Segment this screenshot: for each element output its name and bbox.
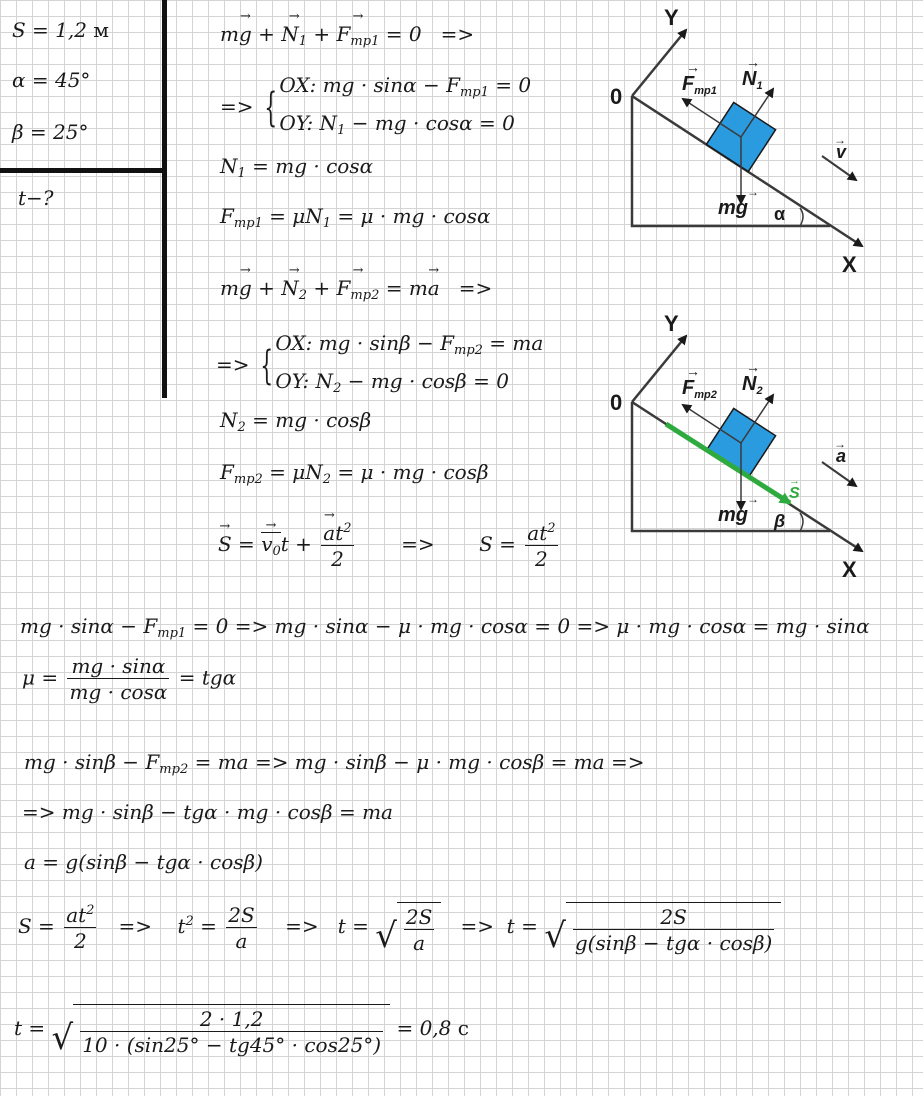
diagram2-g-label: mg <box>718 504 748 526</box>
given-s: S = 1,2 м <box>12 18 109 42</box>
diagram1-y-axis <box>632 30 686 96</box>
diagram1-f-vec-arrow: → <box>686 59 700 75</box>
diagram2-s-label: S <box>789 485 800 502</box>
solution-final: t = √ $\frac{2 \cdot 1,2}{10 \cdot (\sin 25^\circ - tg45^\circ \cdot \cos 25^\circ)}$ = 0,8 c <box>14 1004 469 1055</box>
diagram2-n-label: $N_2$ <box>742 373 763 397</box>
diagram1-x-label: X <box>842 252 857 277</box>
given-find: t−? <box>18 186 54 210</box>
diagram2-a-label: a <box>836 446 847 466</box>
diagram2-origin-label: 0 <box>610 390 623 415</box>
case1-ftr1: $F_{тр1} = \mu N_1 = \mu$ · mg · cosα <box>220 204 491 231</box>
diagram1-g-label: mg <box>718 197 748 219</box>
diagram2-g-vec-arrow: → <box>747 492 759 506</box>
diagram2-f-vec-arrow: → <box>686 363 700 379</box>
case2-system: => { OX: mg · $\sin\beta - F_{тр2}$ = ma OY: $N_2$ − mg · cosβ = 0 <box>216 331 544 396</box>
diagram1-y-label: Y <box>664 5 679 30</box>
case2-ftr2: $F_{тр2} = \mu N_2 = \mu$ · mg · cosβ <box>220 460 489 487</box>
given-alpha: α = 45° <box>12 68 91 92</box>
diagram1-angle-arc <box>800 208 803 226</box>
diagram1-angle-label: α <box>774 204 786 224</box>
case2-equation: mg → + $N_2$ → + $F_{тр2}$ → = ma → => <box>220 278 492 302</box>
solution-line4: => mg · sinβ − tgα · mg · cosβ = ma <box>22 800 393 824</box>
diagram2-a-vec-arrow: → <box>834 437 846 451</box>
diagram2-s-vec-arrow: → <box>789 475 800 487</box>
solution-line3: mg · $\sin\beta - F_{тр2}$ = ma => mg · sinβ − μ · mg · cosβ = ma => <box>24 750 645 777</box>
case2-n2: $N_2$ = mg · cosβ <box>220 408 372 435</box>
case1-equation: mg → + $N_1$ → + $F_{тр1}$ → = 0 => <box>220 24 474 48</box>
diagram1-v-label: v <box>836 142 847 162</box>
diagram2-f-label: $F_{тр2}$ <box>682 377 717 401</box>
diagram1-v-vec-arrow: → <box>834 133 846 147</box>
case2-s-formula: S → = $v_0 \to t$ + $\frac{a \to t^2}{2}$ => S = $\frac{at^2}{2}$ <box>218 522 561 569</box>
diagram2-angle-label: β <box>774 511 786 531</box>
diagram1-f-label: $F_{тр1}$ <box>682 73 717 97</box>
diagram1-n-label: $N_1$ <box>742 68 763 92</box>
diagram2-x-label: X <box>842 557 857 582</box>
diagram2-angle-arc <box>800 513 803 531</box>
diagram1-n-vec-arrow: → <box>746 54 760 70</box>
solution-line6: S = $\frac{at^2}{2}$ => $t^2$ = $\frac{2S}{a}$ => t = √ $\frac{2S}{a}$ => t = √ $\frac{2S}{\text{g(sinβ − tgα · cosβ)}}$ <box>18 902 781 953</box>
case1-n1: $N_1$ = mg · cosα <box>220 154 374 181</box>
given-beta: β = 25° <box>12 120 89 144</box>
diagram1-origin-label: 0 <box>610 84 623 109</box>
solution-line1: mg · $\sin\alpha - F_{тр1} = 0$ => mg · sinα − μ · mg · cosα = 0 => μ · mg · cosα = mg · sinα <box>20 614 870 641</box>
diagram2-y-label: Y <box>664 311 679 336</box>
diagram2-n-vec-arrow: → <box>746 359 760 375</box>
diagram2-y-axis <box>632 336 686 402</box>
solution-line5: a = g(sinβ − tgα · cosβ) <box>24 850 263 874</box>
solution-mu: μ = $\frac{mg \cdot \sin\alpha}{mg \cdot \cos\alpha}$ = tgα <box>22 654 237 704</box>
diagram1-g-vec-arrow: → <box>747 185 759 199</box>
case1-system: => { OX: mg · $\sin\alpha - F_{тр1} = 0$ OY: $N_1$ − mg · cosα = 0 <box>220 73 532 138</box>
